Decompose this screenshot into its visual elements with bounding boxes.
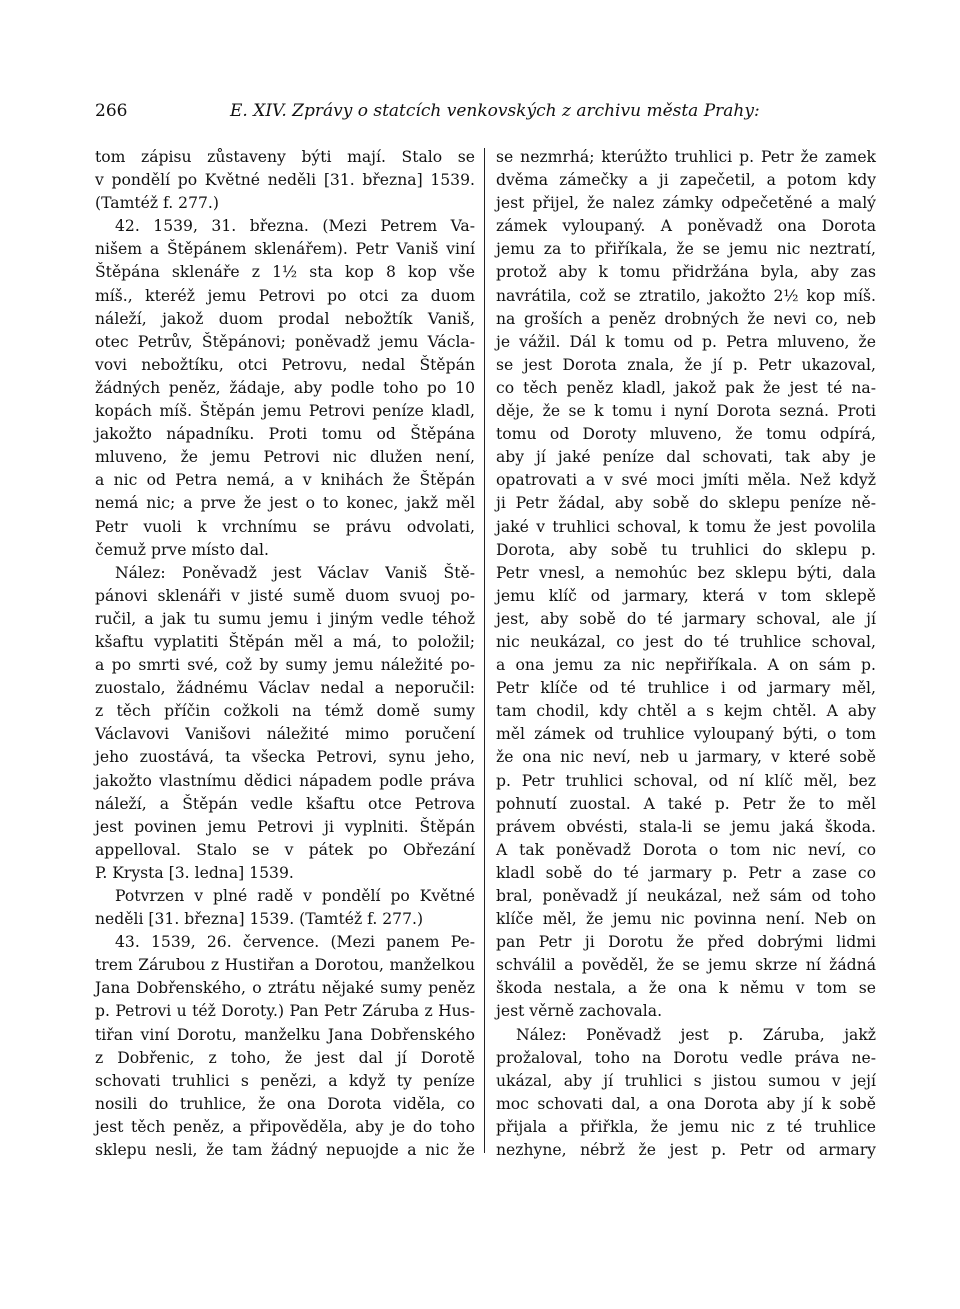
text-line: dvěma zámečky a ji zapečetil, a potom kdy: [496, 171, 876, 190]
text-line: 42. 1539, 31. března. (Mezi Petrem Va-: [115, 217, 475, 236]
text-line: co těch peněz kladl, jakož pak že jest té na-: [496, 378, 876, 397]
text-line: vovi nebožtíku, otci Petrovu, nedal Štěpán: [95, 355, 475, 374]
text-line: appelloval. Stalo se v pátek po Obřezání: [95, 840, 475, 859]
text-line: v pondělí po Květné neděli [31. března] 1539.: [95, 171, 475, 190]
text-line: nišem a Štěpánem sklenářem). Petr Vaniš viní: [95, 240, 475, 259]
text-line: jest povinen jemu Petrovi ji vyplniti. Štěpán: [95, 817, 475, 836]
text-line: protož aby k tomu přidržána byla, aby zas: [496, 263, 876, 282]
text-line: Štěpána sklenáře z 1½ sta kop 8 kop vše: [95, 263, 475, 282]
text-line: tom zápisu zůstaveny býti mají. Stalo se: [95, 148, 475, 166]
text-line: jest věrně zachovala.: [496, 1002, 663, 1021]
text-line: jeho zuostává, ta všecka Petrovi, synu jeho,: [95, 748, 475, 767]
text-line: Petr vuoli k vrchnímu se právu odvolati,: [95, 517, 475, 536]
text-line: čemuž prve místo dal.: [95, 540, 270, 559]
right-text-column: [496, 146, 876, 1162]
text-line: děje, že se k tomu i nyní Dorota sezná. Proti: [496, 402, 876, 421]
text-line: prožaloval, toho na Dorotu vedle práva ne-: [496, 1048, 876, 1067]
text-line: kladl sobě do té jarmary p. Petr a zase co: [496, 863, 876, 882]
text-line: nosili do truhlice, že ona Dorota viděla, co: [95, 1094, 475, 1113]
text-line: otec Petrův, Štěpánovi; poněvadž jemu Václa-: [95, 332, 475, 351]
column-divider: [484, 148, 485, 1153]
text-line: jaké v truhlici schoval, k tomu že jest povolila: [496, 517, 876, 536]
text-line: nic neukázal, co jest do té truhlice schoval,: [496, 632, 876, 651]
text-line: Nález: Poněvadž jest Václav Vaniš Ště-: [115, 563, 475, 582]
text-line: Jana Dobřenského, o ztrátu nějaké sumy peněz: [95, 979, 475, 998]
text-line: z těch příčin cožkoli na témž domě sumy: [95, 702, 475, 721]
page-number: 266: [95, 101, 128, 121]
text-line: míš., kteréž jemu Petrovi po otci za duom: [95, 286, 475, 305]
text-line: p. Petrovi u též Doroty.) Pan Petr Záruba z Hus-: [95, 1002, 475, 1021]
text-line: P. Krysta [3. ledna] 1539.: [95, 863, 294, 882]
text-line: mluveno, že jemu Petrovi nic dlužen není,: [95, 448, 475, 467]
text-line: Petr klíče od té truhlice i od jarmary měl,: [496, 679, 876, 698]
text-line: bral, poněvadž jí neukázal, než sám od toho: [496, 887, 876, 905]
text-line: Potvrzen v plné radě v pondělí po Květné: [115, 887, 475, 905]
text-line: tomu od Doroty mluveno, že tomu odpírá,: [496, 425, 876, 444]
text-line: jemu klíč od jarmary, která v tom sklepě: [496, 586, 876, 605]
text-line: žádných peněz, žádaje, aby podle toho po 10: [95, 378, 475, 397]
text-line: navrátila, což se ztratilo, jakožto 2½ kop míš.: [496, 286, 876, 305]
text-line: a ona jemu za nic nepřiříkala. A on sám p.: [496, 656, 876, 675]
text-line: tam chodil, kdy chtěl a s kejm chtěl. A aby: [496, 702, 876, 721]
text-line: nezhyne, nébrž že jest p. Petr od armary: [496, 1141, 876, 1160]
text-line: a nic od Petra nemá, a v knihách že Štěpán: [95, 471, 475, 490]
text-line: ji Petr žádal, aby sobě do sklepu peníze ně-: [496, 494, 876, 513]
text-line: jemu za to přiříkala, že se jemu nic neztratí,: [496, 240, 876, 259]
text-line: neděli [31. března] 1539. (Tamtéž f. 277.): [95, 910, 424, 929]
text-line: schválil a pověděl, že se jemu skrze ní žádná: [496, 956, 876, 975]
text-line: z Dobřenic, z toho, že jest dal jí Dorotě: [95, 1048, 475, 1067]
text-line: náleží, jakož duom prodal nebožtík Vaniš,: [95, 309, 475, 328]
text-line: měl zámek od truhlice vyloupaný býti, o tom: [496, 725, 876, 744]
text-line: Petr vnesl, a nemohúc bez sklepu býti, dala: [496, 563, 876, 582]
text-line: schovati truhlici s penězi, a když ty peníze: [95, 1071, 475, 1090]
text-line: sklepu nesli, že tam žádný nepuojde a nic že: [95, 1141, 475, 1160]
text-line: přijala a přiřkla, že jemu nic z té truhlice: [496, 1117, 876, 1136]
text-line: a po smrti své, což by sumy jemu náležité po-: [95, 656, 475, 675]
text-line: na groších a peněz drobných že nevi co, neb: [496, 309, 876, 328]
text-line: zuostalo, žádnému Václav nedal a neporučil:: [95, 679, 475, 698]
text-line: moc schovati dal, a ona Dorota aby jí k sobě: [496, 1094, 876, 1113]
text-line: náleží, a Štěpán vedle kšaftu otce Petrova: [95, 794, 475, 813]
text-line: Dorota, aby sobě tu truhlici do sklepu p.: [496, 540, 876, 559]
text-line: tiřan viní Dorotu, manželku Jana Dobřenského: [95, 1025, 475, 1044]
text-line: (Tamtéž f. 277.): [95, 194, 219, 213]
text-line: jakožto vlastnímu dědici nápadem podle práva: [95, 771, 475, 790]
text-line: opatrovati a v své moci jmíti měla. Než když: [496, 471, 876, 490]
text-line: se jest Dorota znala, že jí p. Petr ukazoval,: [496, 355, 876, 374]
running-title: E. XIV. Zprávy o statcích venkovských z archivu města Prahy:: [230, 101, 760, 121]
text-line: pan Petr ji Dorotu že před dobrými lidmi: [496, 933, 876, 952]
text-line: nemá nic; a prve že jest o to konec, jakž měl: [95, 494, 475, 513]
text-line: zámek vyloupaný. A poněvadž ona Dorota: [496, 217, 876, 236]
text-line: jest těch peněz, a připověděla, aby je do toho: [95, 1117, 475, 1136]
text-line: kopách míš. Štěpán jemu Petrovi peníze kladl,: [95, 402, 475, 421]
text-line: aby jí jaké peníze dal schovati, tak aby je: [496, 448, 876, 467]
text-line: pánovi sklenáři v jisté sumě duom svuoj po-: [95, 586, 475, 605]
text-line: kšaftu vyplatiti Štěpán měl a má, to položil;: [95, 632, 475, 651]
left-text-column: [95, 146, 475, 1162]
text-line: jakožto nápadníku. Proti tomu od Štěpána: [95, 425, 475, 444]
text-line: pohnutí zuostal. A také p. Petr že to měl: [496, 794, 876, 813]
text-line: ručil, a jak tu sumu jemu i jiným vedle téhož: [95, 609, 475, 628]
text-line: je vážil. Dál k tomu od p. Petra mluveno, že: [496, 332, 876, 351]
text-line: právem obvésti, stala-li se jemu jaká škoda.: [496, 817, 876, 836]
text-line: 43. 1539, 26. července. (Mezi panem Pe-: [115, 933, 475, 952]
text-line: jest, aby sobě do té jarmary schoval, ale jí: [496, 609, 876, 628]
text-line: Nález: Poněvadž jest p. Záruba, jakž: [516, 1025, 876, 1044]
page-header: [95, 101, 875, 127]
text-line: klíče měl, že jemu nic povinna není. Neb on: [496, 910, 876, 929]
text-line: A tak poněvadž Dorota o tom nic neví, co: [496, 840, 876, 859]
text-line: p. Petr truhlici schoval, od ní klíč měl, bez: [496, 771, 876, 790]
text-line: trem Zárubou z Hustiřan a Dorotou, manželkou: [95, 956, 475, 975]
text-line: že ona nic neví, neb u jarmary, v které sobě: [496, 748, 876, 767]
text-line: škoda nestala, a že ona k němu v tom se: [496, 979, 876, 998]
text-line: se nezmrhá; kterúžto truhlici p. Petr že zamek: [496, 148, 876, 166]
text-line: Václavovi Vanišovi náležité mimo poručení: [95, 725, 475, 744]
text-line: ukázal, aby jí truhlici s jistou sumou v její: [496, 1071, 876, 1090]
text-line: jest přijel, že nalez zámky odpečetěné a malý: [496, 194, 876, 213]
